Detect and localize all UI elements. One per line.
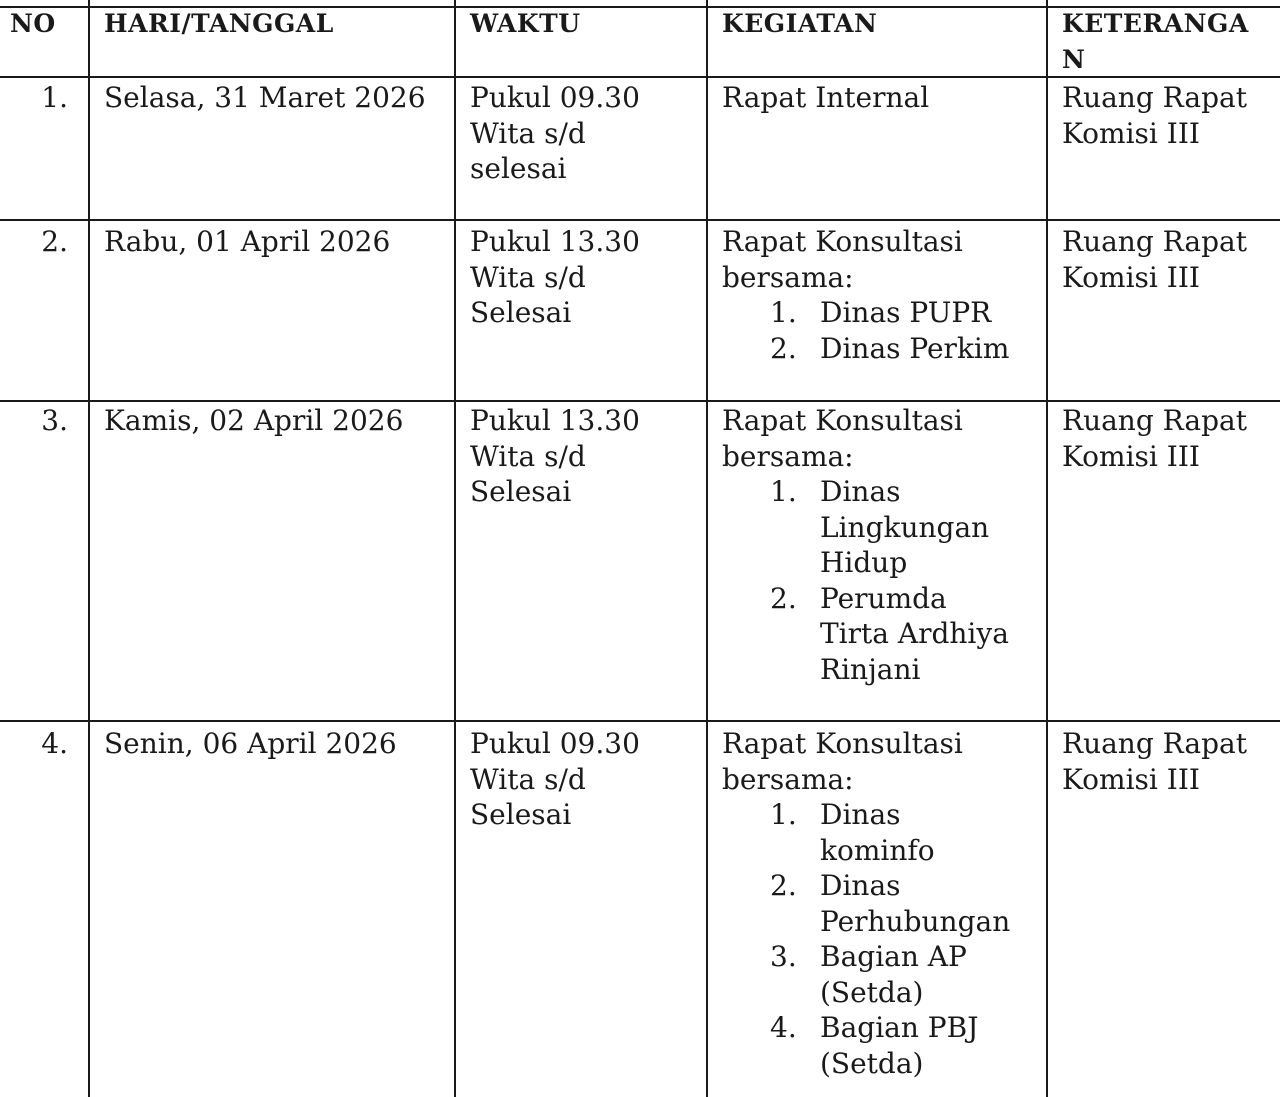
activity-list-item [722, 939, 1010, 1010]
header-keterangan [1062, 6, 1249, 78]
row-4-time [470, 726, 640, 833]
time-line: Wita s/d [470, 116, 586, 150]
time-line: Pukul 09.30 [470, 727, 640, 760]
location-line: Komisi III [1062, 439, 1200, 473]
activity-title: Rapat Konsultasi [722, 404, 963, 437]
list-item-text: Perumda [820, 581, 947, 615]
row-1-date: Selasa, 31 Maret 2026 [104, 81, 426, 114]
list-item-text: kominfo [820, 833, 935, 867]
list-item-text: Perhubungan [820, 904, 1011, 938]
activity-list-item [722, 1010, 1010, 1081]
row-3-time [470, 403, 640, 510]
list-number: 2. [770, 869, 797, 902]
time-line: Pukul 13.30 [470, 225, 640, 258]
row-2-location [1062, 224, 1247, 295]
list-number: 2. [770, 331, 797, 365]
list-number: 3. [770, 940, 797, 973]
list-item-text: Bagian AP [820, 940, 967, 973]
row-4-date: Senin, 06 April 2026 [104, 727, 397, 760]
location-line: Komisi III [1062, 260, 1200, 294]
list-item-text: Dinas PUPR [820, 296, 992, 329]
list-item-text: (Setda) [820, 1046, 924, 1080]
row-4-activity [722, 726, 1010, 1081]
row-divider [0, 219, 1280, 221]
activity-title: Rapat Internal [722, 81, 930, 114]
activity-title: Rapat Konsultasi [722, 225, 963, 258]
header-keterangan-line2: N [1062, 45, 1086, 74]
column-divider [454, 0, 456, 1097]
activity-list-item [722, 295, 1009, 331]
time-line: Selesai [470, 296, 572, 329]
list-item-text: Bagian PBJ [820, 1011, 979, 1044]
row-3-date: Kamis, 02 April 2026 [104, 404, 404, 437]
row-divider [0, 720, 1280, 722]
list-number: 1. [770, 798, 797, 831]
location-line: Ruang Rapat [1062, 404, 1247, 437]
row-1-location [1062, 80, 1247, 151]
header-hari-tanggal: HARI/TANGGAL [104, 9, 334, 38]
row-2-activity [722, 224, 1009, 366]
header-no: NO [10, 9, 56, 38]
list-item-text: Dinas [820, 475, 901, 508]
location-line: Komisi III [1062, 116, 1200, 150]
list-number: 1. [770, 296, 797, 329]
location-line: Ruang Rapat [1062, 81, 1247, 114]
row-4-no: 4. [41, 727, 68, 760]
time-line: Wita s/d [470, 260, 586, 294]
list-item-text: Dinas [820, 798, 901, 831]
row-divider [0, 400, 1280, 402]
header-waktu: WAKTU [470, 9, 581, 38]
list-item-text: Hidup [820, 546, 908, 579]
activity-title: Rapat Konsultasi [722, 727, 963, 760]
time-line: Selesai [470, 798, 572, 831]
activity-list-item [722, 331, 1009, 367]
row-1-time [470, 80, 640, 187]
time-line: Pukul 09.30 [470, 81, 640, 114]
list-number: 1. [770, 475, 797, 508]
list-item-text: Rinjani [820, 652, 921, 686]
list-number: 2. [770, 581, 797, 615]
activity-title: bersama: [722, 439, 854, 473]
row-4-location [1062, 726, 1247, 797]
activity-list-item [722, 797, 1010, 868]
row-1-no: 1. [41, 81, 68, 114]
list-item-text: Dinas Perkim [820, 331, 1010, 365]
time-line: Wita s/d [470, 762, 586, 796]
list-item-text: (Setda) [820, 975, 924, 1009]
row-2-date: Rabu, 01 April 2026 [104, 225, 391, 258]
activity-title: bersama: [722, 762, 854, 796]
time-line: Pukul 13.30 [470, 404, 640, 437]
column-divider [88, 0, 90, 1097]
list-number: 4. [770, 1011, 797, 1044]
activity-title: bersama: [722, 260, 854, 294]
column-divider [706, 0, 708, 1097]
row-3-location [1062, 403, 1247, 474]
row-3-no: 3. [41, 404, 68, 437]
list-item-text: Tirta Ardhiya [820, 617, 1009, 650]
row-2-no: 2. [41, 225, 68, 258]
column-divider [1046, 0, 1048, 1097]
location-line: Komisi III [1062, 762, 1200, 796]
row-3-activity [722, 403, 1009, 687]
time-line: Wita s/d [470, 439, 586, 473]
header-kegiatan: KEGIATAN [722, 9, 878, 38]
list-item-text: Dinas [820, 869, 901, 902]
time-line: selesai [470, 152, 567, 185]
activity-list-item [722, 868, 1010, 939]
location-line: Ruang Rapat [1062, 225, 1247, 258]
activity-list-item [722, 474, 1009, 581]
activity-list-item [722, 581, 1009, 688]
time-line: Selesai [470, 475, 572, 508]
location-line: Ruang Rapat [1062, 727, 1247, 760]
row-1-activity [722, 80, 929, 116]
row-2-time [470, 224, 640, 331]
list-item-text: Lingkungan [820, 510, 990, 544]
header-keterangan-line1: KETERANGA [1062, 9, 1249, 38]
